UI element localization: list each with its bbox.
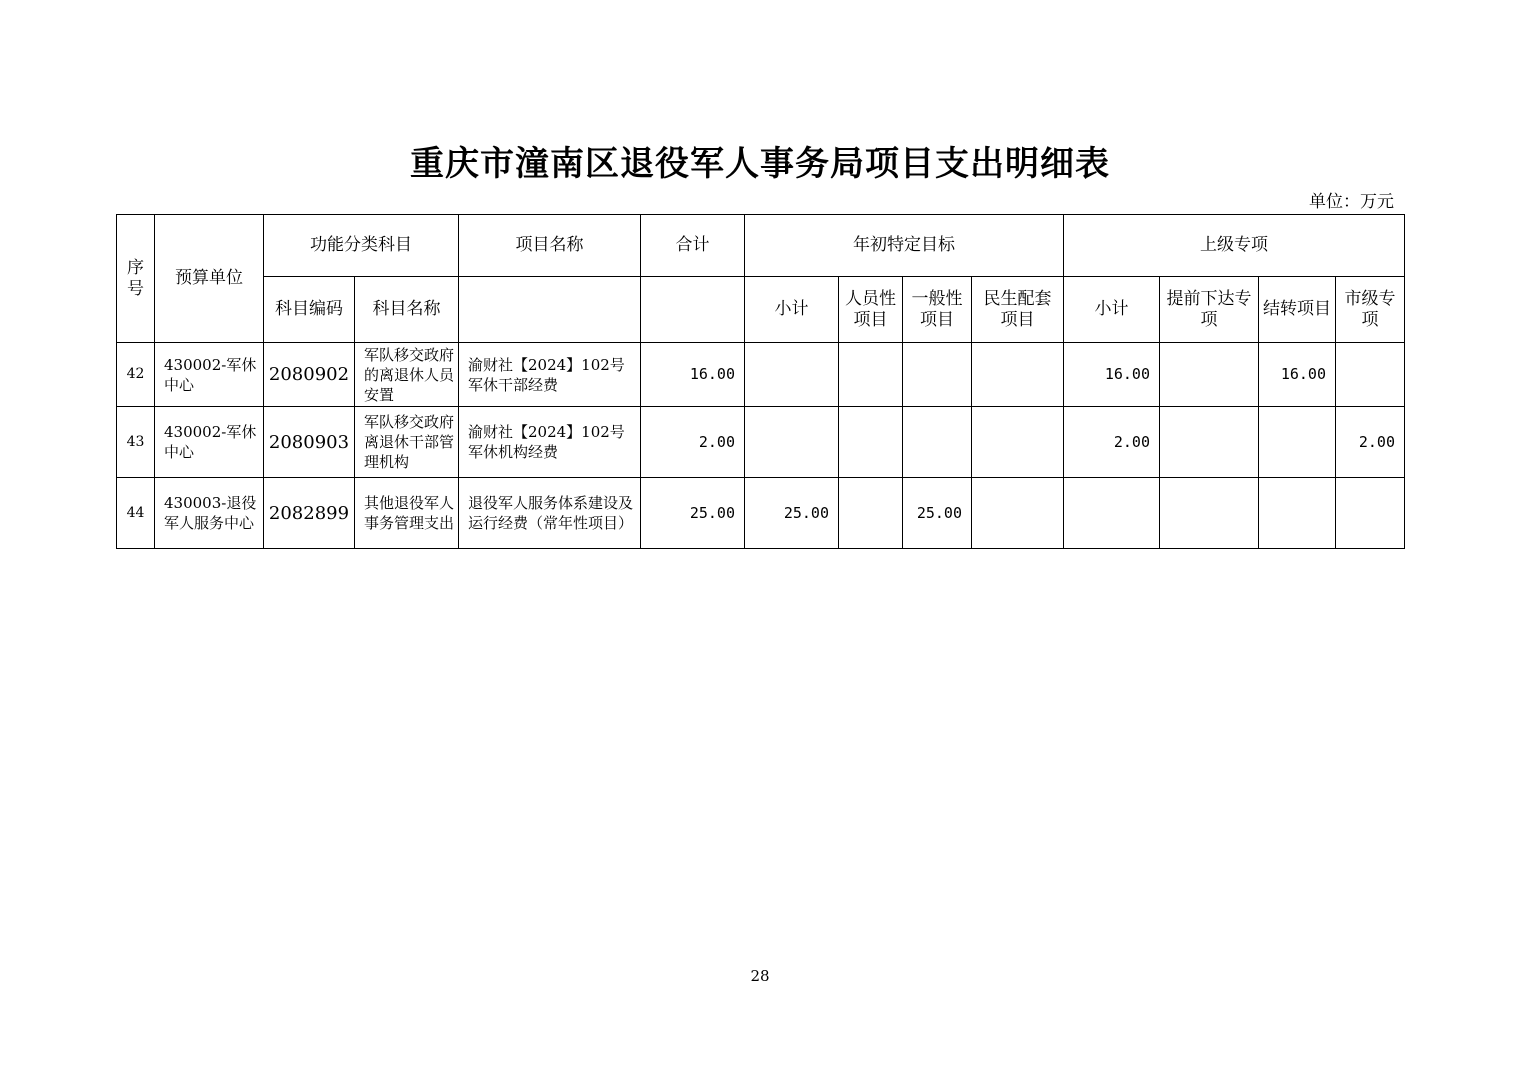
row-project-name: 渝财社【2024】102号军休机构经费: [459, 407, 641, 478]
table-row: [117, 407, 1405, 478]
row-city: [1336, 343, 1405, 407]
row-subtotal-superior: 2.00: [1064, 407, 1160, 478]
unit-label: 单位：万元: [1309, 192, 1394, 212]
row-total: 2.00: [641, 407, 745, 478]
row-city: [1336, 478, 1405, 549]
row-personnel: [839, 343, 903, 407]
table-row: [117, 343, 1405, 407]
header-empty-cell: [459, 277, 641, 343]
row-subtotal-superior: [1064, 478, 1160, 549]
row-carryover: [1259, 407, 1336, 478]
row-total: 25.00: [641, 478, 745, 549]
header-func-category: 功能分类科目: [264, 215, 459, 277]
row-seq: 43: [117, 407, 155, 478]
header-general: 一般性项目: [903, 277, 972, 343]
header-city: 市级专项: [1336, 277, 1405, 343]
header-subtotal-superior: 小计: [1064, 277, 1160, 343]
table-row: [117, 478, 1405, 549]
row-city: 2.00: [1336, 407, 1405, 478]
row-total: 16.00: [641, 343, 745, 407]
expenditure-table: [116, 214, 1405, 549]
header-advance: 提前下达专项: [1160, 277, 1259, 343]
row-advance: [1160, 343, 1259, 407]
header-superior-special: 上级专项: [1064, 215, 1405, 277]
row-general: [903, 407, 972, 478]
header-row-2: [117, 277, 1405, 343]
row-carryover: 16.00: [1259, 343, 1336, 407]
row-subject-code: 2080902: [264, 343, 355, 407]
row-general: [903, 343, 972, 407]
row-budget-unit: 430003-退役军人服务中心: [155, 478, 264, 549]
header-subject-code: 科目编码: [264, 277, 355, 343]
row-subject-name: 其他退役军人事务管理支出: [355, 478, 459, 549]
row-subject-code: 2080903: [264, 407, 355, 478]
header-carryover: 结转项目: [1259, 277, 1336, 343]
header-row-1: [117, 215, 1405, 277]
header-subject-name: 科目名称: [355, 277, 459, 343]
row-livelihood: [972, 343, 1064, 407]
header-budget-unit: 预算单位: [155, 215, 264, 343]
header-personnel: 人员性项目: [839, 277, 903, 343]
header-seq: 序号: [117, 215, 155, 343]
row-budget-unit: 430002-军休中心: [155, 407, 264, 478]
row-livelihood: [972, 478, 1064, 549]
row-personnel: [839, 407, 903, 478]
page-number: 28: [750, 967, 770, 985]
header-subtotal-initial: 小计: [745, 277, 839, 343]
row-carryover: [1259, 478, 1336, 549]
row-advance: [1160, 407, 1259, 478]
row-subtotal-initial: [745, 407, 839, 478]
row-budget-unit: 430002-军休中心: [155, 343, 264, 407]
row-subtotal-initial: [745, 343, 839, 407]
row-advance: [1160, 478, 1259, 549]
header-livelihood: 民生配套项目: [972, 277, 1064, 343]
row-subtotal-initial: 25.00: [745, 478, 839, 549]
row-subject-code: 2082899: [264, 478, 355, 549]
row-general: 25.00: [903, 478, 972, 549]
header-project-name: 项目名称: [459, 215, 641, 277]
row-subject-name: 军队移交政府离退休干部管理机构: [355, 407, 459, 478]
row-subject-name: 军队移交政府的离退休人员安置: [355, 343, 459, 407]
row-project-name: 退役军人服务体系建设及运行经费（常年性项目）: [459, 478, 641, 549]
header-empty-cell: [641, 277, 745, 343]
row-personnel: [839, 478, 903, 549]
document-title: 重庆市潼南区退役军人事务局项目支出明细表: [410, 144, 1110, 184]
header-initial-target: 年初特定目标: [745, 215, 1064, 277]
row-seq: 42: [117, 343, 155, 407]
row-subtotal-superior: 16.00: [1064, 343, 1160, 407]
row-livelihood: [972, 407, 1064, 478]
header-total: 合计: [641, 215, 745, 277]
row-seq: 44: [117, 478, 155, 549]
row-project-name: 渝财社【2024】102号军休干部经费: [459, 343, 641, 407]
